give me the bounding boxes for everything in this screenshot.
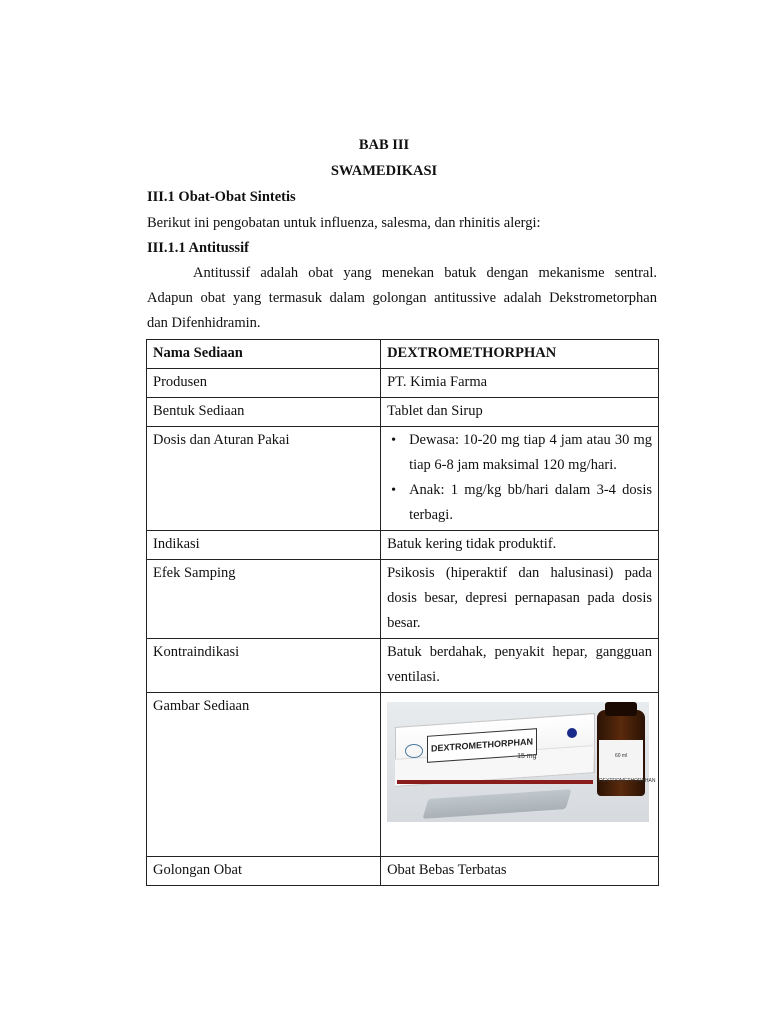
table-row — [147, 639, 659, 693]
efek-value: Psikosis (hiperaktif dan halusinasi) pada dosis besar, depresi pernapasan pada dosis besar. — [381, 560, 659, 639]
product-photo — [387, 702, 656, 822]
produsen-label: Produsen — [147, 369, 381, 398]
box-dot-icon — [567, 728, 577, 738]
table-row — [147, 340, 659, 369]
paragraph-line-1: Antitussif adalah obat yang menekan batuk dengan mekanisme sentral. — [193, 265, 657, 281]
paragraph-line-2: Adapun obat yang termasuk dalam golongan antitussive adalah Dekstrometorphan — [147, 290, 657, 306]
indikasi-label: Indikasi — [147, 531, 381, 560]
header-label: Nama Sediaan — [147, 340, 381, 369]
bentuk-label: Bentuk Sediaan — [147, 398, 381, 427]
blister-pack — [423, 789, 572, 819]
dosis-list — [387, 428, 652, 528]
table-row — [147, 857, 659, 886]
box-stripe — [397, 780, 593, 784]
box-dose-text: 15 mg — [517, 753, 537, 760]
box-brand-text: DEXTROMETHORPHAN — [427, 728, 537, 763]
box-seal-icon — [405, 744, 423, 758]
chapter-number: BAB III — [358, 137, 410, 153]
chapter-title: SWAMEDIKASI — [330, 163, 438, 179]
dosis-label: Dosis dan Aturan Pakai — [147, 427, 381, 531]
kontra-label: Kontraindikasi — [147, 639, 381, 693]
table-row — [147, 693, 659, 857]
dosis-value — [381, 427, 659, 531]
table-row — [147, 560, 659, 639]
gambar-label: Gambar Sediaan — [147, 693, 381, 857]
efek-label: Efek Samping — [147, 560, 381, 639]
subsection-heading: III.1.1 Antitussif — [147, 240, 249, 256]
table-row — [147, 531, 659, 560]
indikasi-value: Batuk kering tidak produktif. — [381, 531, 659, 560]
table-row — [147, 427, 659, 531]
golongan-value: Obat Bebas Terbatas — [381, 857, 659, 886]
dosis-item-anak: • Anak: 1 mg/kg bb/hari dalam 3-4 dosis terbagi. — [409, 478, 652, 528]
paragraph-line-3: dan Difenhidramin. — [147, 315, 261, 331]
golongan-label: Golongan Obat — [147, 857, 381, 886]
section-heading: III.1 Obat-Obat Sintetis — [147, 189, 296, 205]
intro-text: Berikut ini pengobatan untuk influenza, salesma, dan rhinitis alergi: — [147, 215, 541, 231]
drug-spec-table — [146, 339, 659, 886]
table-row — [147, 369, 659, 398]
bottle-label: 60 ml DEXTROMETHORPHAN — [599, 740, 643, 780]
bottle-cap — [605, 702, 637, 716]
bentuk-value: Tablet dan Sirup — [381, 398, 659, 427]
kontra-value: Batuk berdahak, penyakit hepar, gangguan ventilasi. — [381, 639, 659, 693]
dosis-item-dewasa: • Dewasa: 10-20 mg tiap 4 jam atau 30 mg tiap 6-8 jam maksimal 120 mg/hari. — [409, 428, 652, 478]
gambar-cell — [381, 693, 659, 857]
drug-name: DEXTROMETHORPHAN — [381, 340, 659, 369]
produsen-value: PT. Kimia Farma — [381, 369, 659, 398]
table-row — [147, 398, 659, 427]
